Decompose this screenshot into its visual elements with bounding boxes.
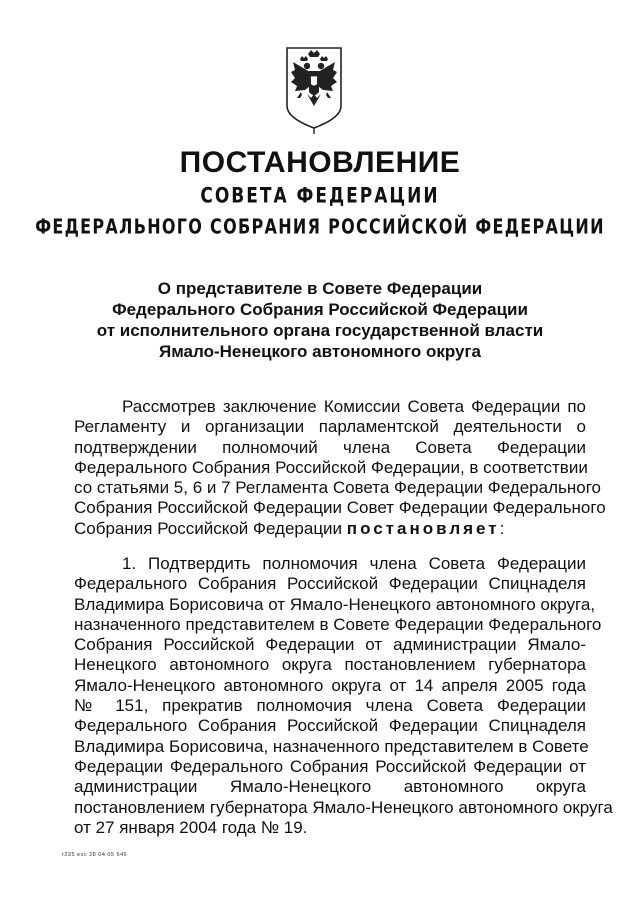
- item-1-paragraph: [74, 554, 613, 838]
- coat-of-arms-icon: [283, 44, 345, 134]
- paragraph-line: администрации Ямало-Ненецкого автономного округа: [74, 777, 586, 797]
- decision-word: постановляет: [346, 518, 500, 538]
- subject-line: Федерального Собрания Российской Федерации: [112, 300, 528, 319]
- paragraph-line: Собрания Российской Федерации от администрации Ямало-: [74, 635, 586, 655]
- paragraph-line: Владимира Борисовича от Ямало-Ненецкого автономного округа,: [74, 594, 596, 614]
- paragraph-line: Федерации Федерального Собрания Российской Федерации от: [74, 756, 586, 776]
- issuing-body-line-2: ФЕДЕРАЛЬНОГО СОБРАНИЯ РОССИЙСКОЙ ФЕДЕРАЦИИ: [35, 214, 605, 239]
- document-code: r235 esc 28 04 05 646: [62, 852, 128, 858]
- paragraph-line: постановлением губернатора Ямало-Ненецкого автономного округа: [74, 797, 613, 817]
- paragraph-line: 1. Подтвердить полномочия члена Совета Федерации: [122, 554, 586, 573]
- subject-line: Ямало-Ненецкого автономного округа: [158, 342, 481, 361]
- subject-line: О представителе в Совете Федерации: [157, 279, 483, 298]
- paragraph-line: от 27 января 2004 года № 19.: [74, 817, 308, 837]
- paragraph-line: Ямало-Ненецкого автономного округа от 14 апреля 2005 года: [74, 675, 586, 695]
- paragraph-last-line: [74, 519, 586, 539]
- paragraph-line: Рассмотрев заключение Комиссии Совета Федерации по: [122, 397, 586, 416]
- paragraph-line: Федерального Собрания Российской Федерации, в соответствии: [74, 457, 588, 477]
- paragraph-line: Регламенту и организации парламентской деятельности о: [74, 417, 586, 437]
- paragraph-line: Ненецкого автономного округа постановлением губернатора: [74, 655, 586, 675]
- paragraph-line: подтверждении полномочий члена Совета Федерации: [74, 437, 586, 457]
- issuing-body-line-1: СОВЕТА ФЕДЕРАЦИИ: [200, 183, 440, 209]
- paragraph-line: Федерального Собрания Российской Федерации Спицнаделя: [74, 574, 586, 594]
- paragraph-line: № 151, прекратив полномочия члена Совета Федерации: [74, 696, 586, 716]
- subject-line: от исполнительного органа государственной власти: [96, 321, 544, 340]
- decision-punctuation: :: [499, 518, 505, 538]
- paragraph-line: со статьями 5, 6 и 7 Регламента Совета Федерации Федерального: [74, 478, 601, 498]
- paragraph-line: Владимира Борисовича, назначенного представителем в Совете: [74, 736, 589, 756]
- preamble-paragraph: [74, 397, 606, 539]
- document-title: ПОСТАНОВЛЕНИЕ: [179, 146, 461, 179]
- paragraph-line: Собрания Российской Федерации Совет Федерации Федерального: [74, 498, 606, 518]
- document-subject: [0, 278, 640, 362]
- paragraph-line-text: Собрания Российской Федерации: [74, 518, 343, 538]
- paragraph-line: Федерального Собрания Российской Федерации Спицнаделя: [74, 716, 586, 736]
- paragraph-line: назначенного представителем в Совете Федерации Федерального: [74, 614, 602, 634]
